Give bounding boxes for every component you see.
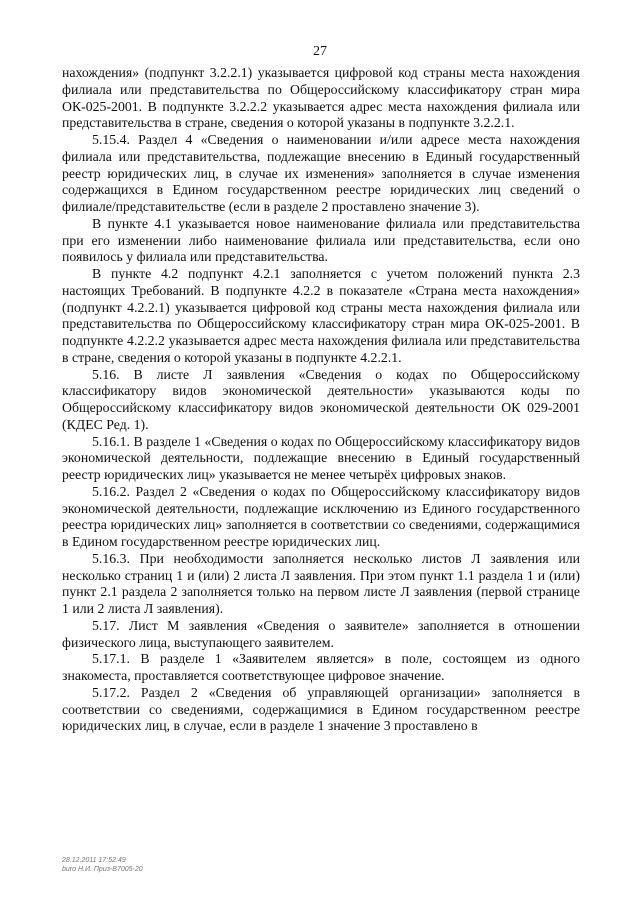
- paragraph-5-16: 5.16. В листе Л заявления «Сведения о кодах по Общероссийскому классификатору видов экономической деятельности» указываются коды по Общероссийскому классификатору видов экономической деятельности ОК 029-2001 (КДЕС Ред. 1).: [62, 366, 580, 432]
- paragraph-5-17-1: 5.17.1. В разделе 1 «Заявителем является» в поле, состоящем из одного знакоместа, проставляется соответствующее цифровое значение.: [62, 651, 580, 683]
- paragraph-5-16-2: 5.16.2. Раздел 2 «Сведения о кодах по Общероссийскому классификатору видов экономической деятельности, подлежащие исключению из Единого государственного реестра юридических лиц» заполняется в соответствии со сведениями, содержащимися в Едином государственном реестре юридических лиц.: [62, 483, 580, 549]
- footer-doc-id: buro Н.И. Приз-В7005-20: [62, 866, 143, 873]
- paragraph-5-16-1: 5.16.1. В разделе 1 «Сведения о кодах по Общероссийскому классификатору видов экономической деятельности, подлежащие внесению в Единый государственный реестр юридических лиц» указывается не менее четырёх цифровых знаков.: [62, 433, 580, 482]
- paragraph-5-15-4: 5.15.4. Раздел 4 «Сведения о наименовании и/или адресе места нахождения филиала или представительства, подлежащие внесению в Единый государственный реестр юридических лиц, в случае их изменения» заполняется в случае изменения содержащихся в Едином государственном реестре юридических лиц сведений о филиале/представительстве (если в разделе 2 проставлено значение 3).: [62, 132, 580, 214]
- paragraph-item-4-2: В пункте 4.2 подпункт 4.2.1 заполняется с учетом положений пункта 2.3 настоящих Требований. В подпункте 4.2.2 в показателе «Страна места нахождения» (подпункт 4.2.2.1) указывается цифровой код страны места нахождения филиала или представительства по Общероссийскому классификатору стран мира ОК-025-2001. В подпункте 4.2.2.2 указывается адрес места нахождения филиала или представительства в стране, сведения о которой указаны в подпункте 4.2.2.1.: [62, 266, 580, 365]
- paragraph-item-4-1: В пункте 4.1 указывается новое наименование филиала или представительства при его изменении либо наименование филиала или представительства, если оно появилось у филиала или представительства.: [62, 215, 580, 265]
- paragraph-continuation: нахождения» (подпункт 3.2.2.1) указывается цифровой код страны места нахождения филиала или представительства по Общероссийскому классификатору стран мира ОК-025-2001. В подпункте 3.2.2.2 указывается адрес места нахождения филиала или представительства в стране, сведения о которой указаны в подпункте 3.2.2.1.: [62, 65, 580, 131]
- page-number: 27: [313, 44, 327, 59]
- print-footer: [62, 856, 143, 874]
- paragraph-5-17-2: 5.17.2. Раздел 2 «Сведения об управляющей организации» заполняется в соответствии со сведениями, содержащимися в Едином государственном реестре юридических лиц, в случае, если в разделе 1 значение 3 проставлено в: [62, 684, 580, 734]
- document-body: [62, 65, 580, 735]
- paragraph-5-16-3: 5.16.3. При необходимости заполняется несколько листов Л заявления или несколько страниц 1 и (или) 2 листа Л заявления. При этом пункт 1.1 раздела 1 и (или) пункт 2.1 раздела 2 заполняется только на первом листе Л заявления (первой странице 1 или 2 листа Л заявления).: [62, 550, 580, 616]
- footer-timestamp: 28.12.2011 17:52:49: [62, 857, 126, 864]
- paragraph-5-17: 5.17. Лист М заявления «Сведения о заявителе» заполняется в отношении физического лица, выступающего заявителем.: [62, 617, 580, 650]
